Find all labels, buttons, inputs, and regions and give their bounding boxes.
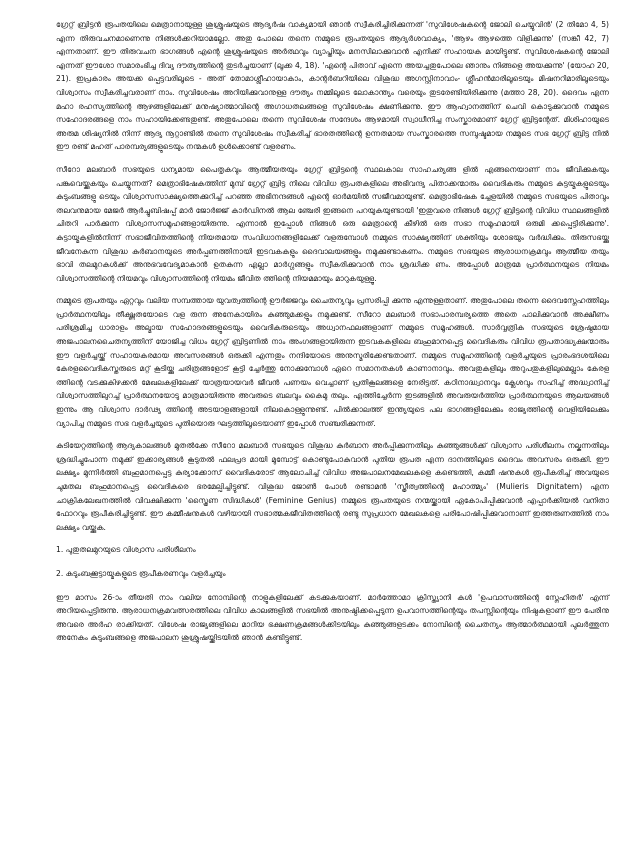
paragraph-youth: നമ്മുടെ രൂപതയും ഏറ്റവും വലിയ സമ്പത്തായ യുവത്വത്തിന്റെ ഊർജ്ജവും ചൈതന്യവും പ്രസരിപ്പി ക്കുന്നു എന്നുള്ളതാണ്. അതുപോലെ തന്നെ ദൈവസ്നേഹത്തിലും പ്രാർത്ഥനയിലും തീക്ഷ്ണതയോടെ വള രുന്ന അനേകായിരം കുഞ്ഞുമക്കളും നമുക്കുണ്ട്. സീറോ മലബാർ സഭാപാരമ്പര്യത്തെ അതെ പാലിക്കുവാൻ അക്ഷീണം പരിശ്രമിച്ച ധാരാളം അല്മായ സഹോദരങ്ങളുടെയും വൈദികരുടെയും അധ്വാനഫലങ്ങളാണ് നമ്മുടെ സമൂഹങ്ങൾ. സാർവ്വത്രിക സഭയുടെ ശ്രേഷ്ഠമായ അജപാലനചൈതന്യത്തിന് യോജിച്ച വിധം ഗ്രേറ്റ് ബ്രിട്ടണിൽ നാം അംഗങ്ങളായിരുന്ന ഇടവകകളിലെ ബഹുമാനപ്പെട്ട വൈദികരും വിവിധ രൂപതാദ്ധ്യക്ഷന്മാരും ഈ വളർച്ചയ്ക്ക് സഹായകരമായ അവസരങ്ങൾ ഒരുക്കി എന്നതും നന്ദിയോടെ അനുസ്മരിക്കേണ്ടതാണ്. നമ്മുടെ സമൂഹത്തിന്റെ വളർച്ചയുടെ പ്രാരംഭദശയിലെ കേരളവൈദികസ്തരുടെ മറ്റ് കൂടിയ്ക്കു ചരിത്രങ്ങളോട് കൂട്ടി ച്ചേർത്തു നോക്കുമ്പോൾ ഏറെ സമാനതകൾ കാണാനാവും. അവതുകളിലും അറുപതുകളിലുമെല്ലാം കേരള ത്തിന്റെ വടക്കുകിഴക്കൻ മേഖലകളിലേക്ക് യാത്രയായവർ ജീവൻ പണയം വെച്ചാണ് പ്രതികൂലങ്ങളെ നേരിട്ടത്. കഠിനാദ്ധ്വാനവും ക്ലേശവും സഹിച്ച് അദ്ധ്വാനിച്ച് വിശ്വാസത്തിലുറച്ച് പ്രാർത്ഥനയോടു മാത്രമായിരുന്നു അവരുടെ ബലവും കൈമു തലും. എത്തിച്ചേർന്ന ഇടങ്ങളിൽ അവരുയർത്തിയ പ്രാർത്ഥനയുടെ ആലയങ്ങൾ ഇന്നും ആ വിശ്വാസ ദാർഢ്യ ത്തിന്റെ അടയാളങ്ങളായി നിലകൊള്ളുന്നുണ്ട്. പിൽക്കാലത്ത് ഇന്ത്യയുടെ പല ഭാഗങ്ങളിലേക്കും രാജ്യത്തിന്റെ വെളിയിലേക്കും വ്യാപിച്ച നമ്മുടെ സഭ വളർച്ചയുടെ പുതിയൊരു ഘട്ടത്തിലൂടെയാണ് ഇപ്പോൾ സഞ്ചരിക്കുന്നത്. bbox=[56, 296, 609, 428]
paragraph-commissions: കുടിയേറ്റത്തിന്റെ ആദ്യകാലങ്ങൾ മുതൽക്കേ സീറോ മലബാർ സഭയുടെ വിശുദ്ധ കുർബാന അർപ്പിക്കുന്നതിലും കുഞ്ഞുങ്ങൾക്ക് വിശ്വാസ പരിശീലനം നല്കുന്നതിലും ശ്രദ്ധിച്ചുപോന്ന നമുക്ക് ഇക്കാര്യങ്ങൾ കൂടുതൽ ഫലപ്രദ മായി മുമ്പോട്ട് കൊണ്ടുപോകുവാൻ പുതിയ രൂപത എന്ന ദാനത്തിലൂടെ ദൈവം അവസരം ഒരുക്കി. ഈ ലക്ഷ്യം മുന്നിർത്തി ബഹുമാനപ്പെട്ട കുര്യാക്കോസ് വൈദികരോട് ആലോചിച്ച് വിവിധ അജപാലനമേഖലകളെ കണ്ടെത്തി, കമ്മീ ഷനുകൾ രൂപീകരിച്ച് അവയുടെ ചുമതല ബഹുമാനപ്പെട്ട വൈദികരെ ഭരമേല്പിച്ചിട്ടുണ്ട്. വിശുദ്ധ ജോൺ പോൾ രണ്ടാമൻ 'സ്ത്രീത്വത്തിന്റെ മഹാത്മ്യം' (Mulieris Dignitatem) എന്ന ചാക്രികലേഖനത്തിൽ വിവക്ഷിക്കുന്ന 'സ്ത്രൈണ സിദ്ധികൾ' (Feminine Genius) നമ്മുടെ രൂപതയുടെ നന്മയ്ക്കായി ഏകോപിപ്പിക്കുവാൻ എപ്പാർക്കിയൽ വനിതാ ഫോറവും രൂപീകരിച്ചിട്ടുണ്ട്. ഈ കമ്മീഷനുകൾ വഴിയായി സഭാത്മകജീവിതത്തിന്റെ രണ്ടു സുപ്രധാന മേഖലകളെ പരിപോഷിപ്പിക്കുവാനാണ് ഇത്തരുണത്തിൽ നാം ലക്ഷ്യം വയ്ക്കുക. bbox=[56, 441, 609, 532]
paragraph-mission: ഗ്രേറ്റ് ബ്രിട്ടൻ രൂപതയിലെ മെത്രാനായുള്ള ശുശ്രൂഷയുടെ ആദ്യർഷ വാക്യമായി ഞാൻ സ്വീകരിച്ചിരിക്കുന്നത് 'സുവിശേഷകന്റെ ജോലി ചെയ്യുവിൻ' (2 തിമോ 4, 5) എന്ന തിരുവചനമാണെന്നു നിങ്ങൾക്കറിയാമല്ലോ. അതു പോലെ തന്നെ നമ്മുടെ രൂപതയുടെ ആദ്യർശവാക്യം, 'ആഴം ആഴത്തെ വിളിക്കുന്നു' (സങ്കീ 42, 7) എന്നതാണ്. ഈ തിരുവചന ഭാഗങ്ങൾ എന്റെ ശുശ്രൂഷയുടെ അർത്ഥവും വ്യാപ്തിയും മനസിലാക്കുവാൻ എനിക്ക് സഹായക മായിട്ടുണ്ട്. സുവിശേഷകന്റെ ജോലി എന്നത് ഈശോ സമാരംഭിച്ച ദിവ്യ ദൗത്യത്തിന്റെ തുടർച്ചയാണ് (ലൂക്ക 4, 18). 'എന്റെ പിതാവ് എന്നെ അയച്ചതുപോലെ ഞാനും നിങ്ങളെ അയക്കുന്നു' (യോഹ 20, 21). ഇപ്രകാരം അയക്ക പ്പെട്ടവരിലൂടെ - അത് തോമാശ്ലീഹായാകാം, കാന്റർബറിയിലെ വിശുദ്ധ അഗസ്റ്റിനാവാം- ശ്ലീഹൻമാരിലൂടെയും മിഷനറിമാരിലൂടെയും വിശ്വാസം സ്വീകരിച്ചവരാണ് നാം. സുവിശേഷം അറിയിക്കുവാനുള്ള ദൗത്യം നമ്മിലൂടെ ലോകാന്ത്യം വരെയും തുടരേണ്ടിയിരിക്കുന്നു (മത്താ 28, 20). ദൈവം എന്ന മഹാ രഹസ്യത്തിന്റെ ആഴങ്ങളിലേക്ക് മനുഷ്യാത്മാവിന്റെ അഗാധതലങ്ങളെ സുവിശേഷം ക്ഷണിക്കുന്നു. ഈ ആഹ്വാനത്തിന് ചെവി കൊടുക്കുവാൻ നമ്മുടെ സഹോദരങ്ങളെ നാം സഹായിക്കേണ്ടതുണ്ട്. അതുപോലെ തന്നെ സുവിശേഷ സന്ദേശം ആഴമായി സ്വാധീനിച്ച സംസ്കാരമാണ് ഗ്രേറ്റ് ബ്രിട്ടന്റേത്. മിശിഹായുടെ അരുമ ശിഷ്യനിൽ നിന്ന് ആദ്യ നൂറ്റാണ്ടിൽ തന്നെ സുവിശേഷം സ്വീകരിച്ച് ഭാരതത്തിന്റെ ഉന്നതമായ സംസ്കാരത്തെ സമ്പുഷ്ടമായ നമ്മുടെ സഭ ഗ്രേറ്റ് ബ്രിട്ട നിൽ ഈ രണ്ട് മഹത് പാരമ്പര്യങ്ങളുടെയും നന്മകൾ ഉൾക്കൊണ്ട് വളരണം. bbox=[56, 20, 609, 152]
paragraph-heritage: സീറോ മലബാർ സഭയുടെ ധന്യമായ പൈതൃകവും ആത്മീയതയും ഗ്രേറ്റ് ബ്രിട്ടന്റെ സ്ഥലകാല സാഹചര്യങ്ങ ളിൽ എങ്ങനെയാണ് നാം ജീവിക്കുകയും പങ്കുവെയ്ക്കുകയും ചെയ്യുന്നത്? മെത്രാഭിഷേകത്തിന് മുമ്പ് ഗ്രേറ്റ് ബ്രിട്ട നിലെ വിവിധ രൂപതകളിലെ അഭിവന്ദ്യ പിതാക്കന്മാരും വൈദികരും നമ്മുടെ കുട്ടയ്മകളുടെയും കുടുംബങ്ങളു ടെയും വിശ്വാസസാക്ഷ്യത്തെക്കുറിച്ച് പറഞ്ഞ അഭിനന്ദങ്ങൾ എന്റെ ഓർമയിൽ സജീവമായുണ്ട്. മെത്രാഭിഷേക ച്ചേളയിൽ നമ്മുടെ സഭയുടെ പിതാവും തലവനുമായ മേജർ ആർച്ചുബിഷപ്പ് മാർ ജോർജ്ജ് കാർഡിനൽ ആല ഞ്ചേരി ഇങ്ങനെ പറയുകയുണ്ടായി 'ഇതുവരെ നിങ്ങൾ ഗ്രേറ്റ് ബ്രിട്ടന്റെ വിവിധ സ്ഥലങ്ങളിൽ ചിതറി പാർക്കുന്ന വിശ്വാസസമൂഹങ്ങളായിരുന്നു. എന്നാൽ ഇപ്പോൾ നിങ്ങൾ ഒരു മെത്രാന്റെ കീഴിൽ ഒരു സഭാ സമൂഹമായി ഒരുമി ക്കപ്പെട്ടിരിക്കുന്നു'. കുട്ടായ്മകളിൽനിന്ന് സഭാജീവിതത്തിന്റെ നിയതമായ സംവിധാനങ്ങളിലേക്ക് വളരുമ്പോൾ നമ്മുടെ സാക്ഷ്യത്തിന് ശക്തിയും ശോഭയും വർദ്ധിക്കും. തിരുസഭയ്ക്കു ജീവനേകുന്ന വിശുദ്ധ കുർബാനയുടെ അർപ്പണത്തിനായി ഇടവകകളും ദൈവാലയങ്ങളും നമുക്കുണ്ടാകണം. നമ്മുടെ സഭയുടെ ആരാധനക്രമവും ആത്മീയ തയും ഭാവി തലമുറകൾക്ക് അനുഭവവേദ്യമാകാൻ ഉതകുന്ന എല്ലാ മാർഗ്ഗങ്ങളും സ്വീകരിക്കുവാൻ നാം ശ്രദ്ധിക്ക ണം. അപ്പോൾ മാത്രമേ പ്രാർത്ഥനയുടെ നിയമം വിശ്വാസത്തിന്റെ നിയമവും വിശ്വാസത്തിന്റെ നിയമം ജീവിത ത്തിന്റെ നിയമമായും മാറുകയുള്ളൂ. bbox=[56, 164, 609, 283]
list-item-faith-formation: 1. പുതുതലമുറയുടെ വിശ്വാസ പരിശീലനം bbox=[56, 545, 196, 555]
paragraph-lent: ഈ മാസം 26-ാം തീയതി നാം വലിയ നോമ്പിന്റെ നാളുകളിലേക്ക് കടക്കുകയാണ്. മാർത്തോമാ ക്രിസ്ത്യാനി കൾ 'ഉപവാസത്തിന്റെ സ്നേഹിതർ' എന്ന് അറിയപ്പെട്ടിരുന്നു. ആരാധനക്രമവത്സരത്തിലെ വിവിധ കാലങ്ങളിൽ സഭയിൽ അനുഷ്ഠിക്കപ്പെടുന്ന ഉപവാസത്തിന്റെയും തപസ്സിന്റെയും നിഷ്ഠകളാണ് ഈ പേരിനു അവരെ അർഹ രാക്കിയത്. വിശേഷ രാജ്യങ്ങളിലെ മാറിയ ഭക്ഷണക്രമങ്ങൾക്കിടയിലും കുഞ്ഞുങ്ങളടക്കം നോമ്പിന്റെ ചൈതന്യം ആത്മാർത്ഥമായി പുലർത്തുന്ന അനേകം കുടുംബങ്ങളെ അജപാലന ശുശ്രൂഷയ്ക്കിടയിൽ ഞാൻ കണ്ടിട്ടുണ്ട്. bbox=[56, 592, 609, 643]
list-item-family-units: 2. കുടുംബക്കൂട്ടായ്മകളുടെ രൂപീകരണവും വളർച്ചയും bbox=[56, 568, 226, 578]
